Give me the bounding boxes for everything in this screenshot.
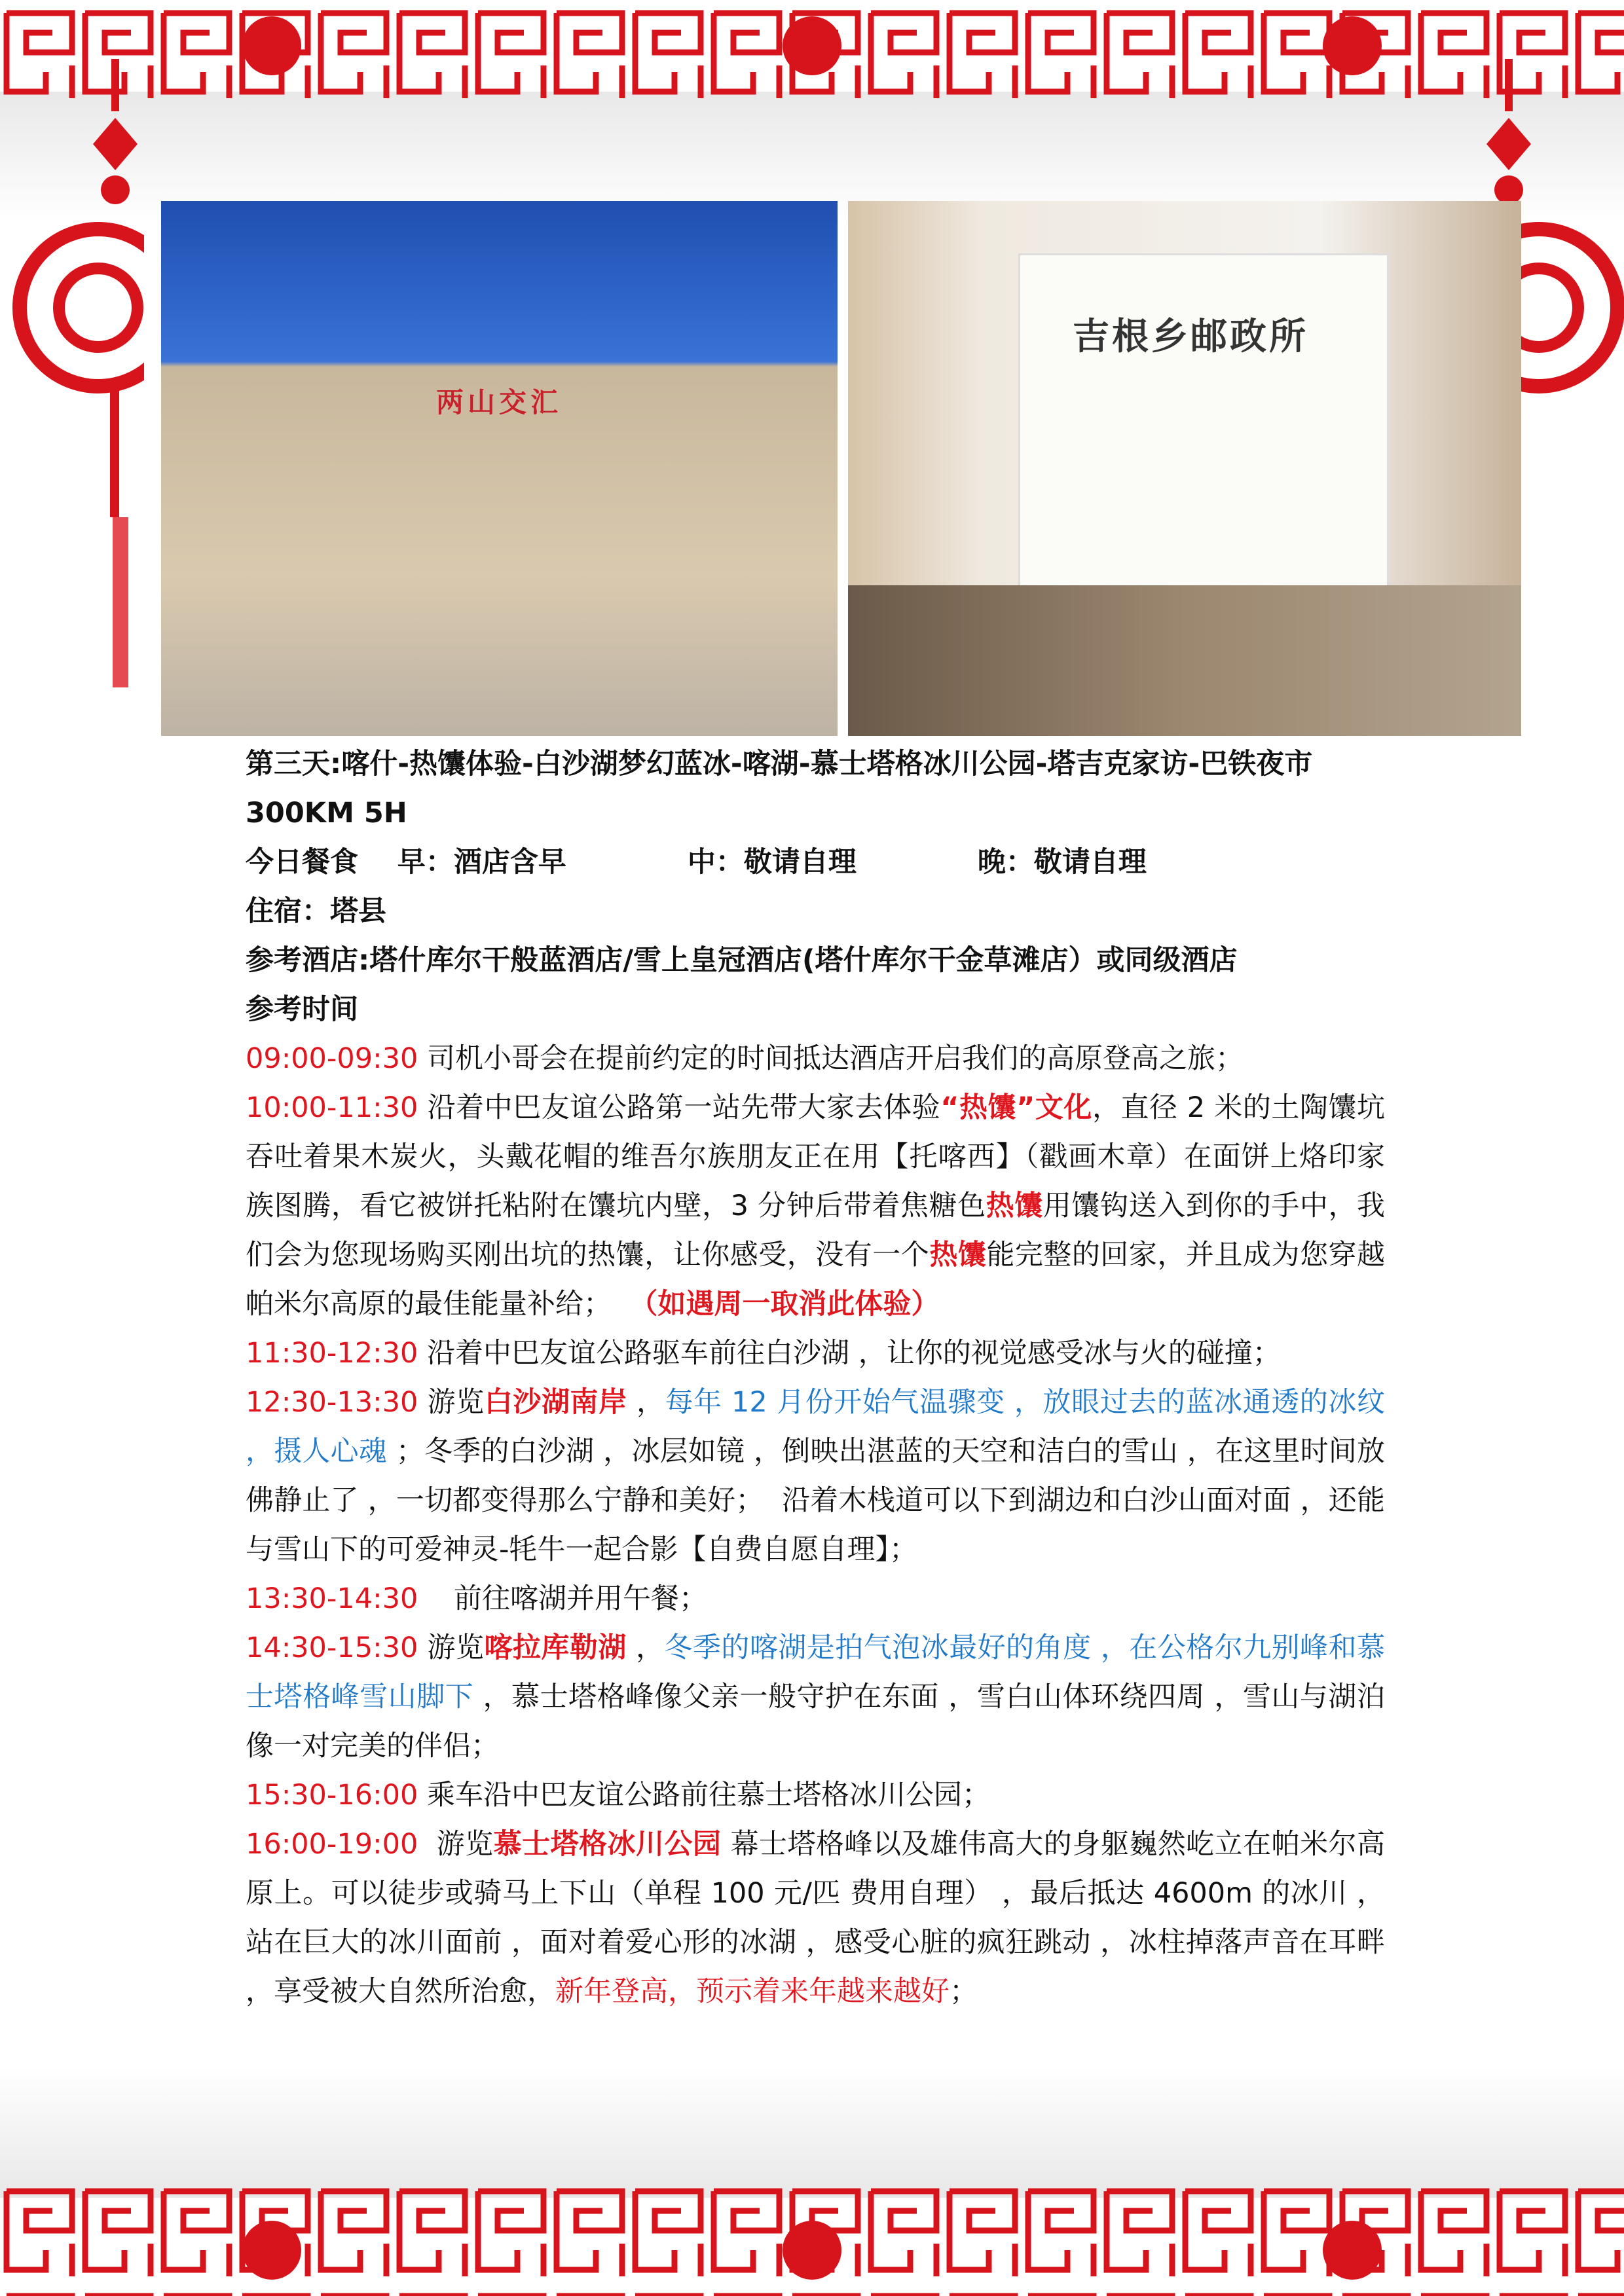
distance: 300KM 5H xyxy=(246,797,407,829)
schedule-time: 12:30-13:30 xyxy=(246,1386,418,1419)
schedule-highlight: （如遇周一取消此体验） xyxy=(629,1288,940,1321)
schedule-text: 幕士塔格峰以及雄伟高大的身躯巍然屹立在帕米尔高原上。可以徒步或骑马上下山（单程 100 元/匹 费用自理） ，最后抵达 4600m 的冰川 ，站在巨大的冰川面前 ，面对着爱心形的冰湖 ，感受心脏的疯狂跳动 ，冰柱掉落声音在耳畔 ，享受被大自然所治愈， xyxy=(246,1828,1394,2008)
inset-photo-tajik-people xyxy=(848,585,1521,736)
schedule-highlight: “热馕”文化 xyxy=(940,1091,1092,1124)
schedule-time: 10:00-11:30 xyxy=(246,1091,418,1124)
schedule-time: 16:00-19:00 xyxy=(246,1828,418,1861)
schedule-list xyxy=(246,1034,1394,2016)
photo-post-office-stamp xyxy=(848,201,1521,736)
schedule-highlight: 喀拉库勒湖 xyxy=(484,1631,627,1664)
schedule-text: ，直径 2 米的土陶馕坑吞吐着果木炭火，头戴花帽的维吾尔族朋友正在用【托喀西】（戳画木章）在面饼上烙印家族图腾，看它被饼托粘附在馕坑内壁，3 分钟后带着焦糖色 xyxy=(246,1091,1385,1222)
schedule-item xyxy=(246,1084,1385,1329)
dinner: 晚：敬请自理 xyxy=(977,846,1147,879)
schedule-text: ， xyxy=(626,1631,665,1664)
schedule-item xyxy=(246,1820,1394,2016)
schedule-item xyxy=(246,1329,1385,1378)
schedule-time: 09:00-09:30 xyxy=(246,1042,418,1075)
schedule-text: 游览 xyxy=(418,1631,485,1664)
schedule-text: ； xyxy=(950,1975,978,2008)
schedule-highlight: 新年登高，预示着来年越来越好 xyxy=(555,1975,950,2008)
schedule-highlight: 冬季的喀湖是拍气泡冰最好的角度 ，在公格尔九别峰和慕士塔格峰雪山脚下 xyxy=(246,1631,1385,1713)
accommodation: 住宿：塔县 xyxy=(246,895,386,928)
schedule-highlight: 白沙湖南岸 xyxy=(484,1386,627,1419)
schedule-text: ， xyxy=(627,1386,665,1419)
schedule-text: ；冬季的白沙湖 ，冰层如镜 ，倒映出湛蓝的天空和洁白的雪山 ，在这里时间放佛静止了 ，一切都变得那么宁静和美好； 沿着木栈道可以下到湖边和白沙山面对面 ，还能与雪山下的可爱神灵-牦牛一起合影【自费自愿自理】； xyxy=(246,1435,1385,1566)
schedule-text: ，慕士塔格峰像父亲一般守护在东面 ，雪白山体环绕四周 ，雪山与湖泊像一对完美的伴侣； xyxy=(246,1681,1385,1762)
bottom-fret-border xyxy=(0,2178,1624,2296)
schedule-text: 司机小哥会在提前约定的时间抵达酒店开启我们的高原登高之旅； xyxy=(418,1042,1244,1075)
chinese-knot-left xyxy=(0,59,144,687)
schedule-text: 游览 xyxy=(418,1386,485,1419)
reference-time-label: 参考时间 xyxy=(246,993,358,1026)
schedule-time: 14:30-15:30 xyxy=(246,1631,418,1664)
reference-hotel: 参考酒店:塔什库尔干般蓝酒店/雪上皇冠酒店(塔什库尔干金草滩店）或同级酒店 xyxy=(246,944,1238,977)
schedule-item xyxy=(246,1575,1385,1624)
meals-label: 今日餐食 xyxy=(246,846,358,879)
schedule-text: 游览 xyxy=(418,1828,494,1861)
schedule-text: 沿着中巴友谊公路驱车前往白沙湖 ，让你的视觉感受冰与火的碰撞； xyxy=(418,1337,1281,1370)
schedule-time: 11:30-12:30 xyxy=(246,1337,418,1370)
schedule-time: 15:30-16:00 xyxy=(246,1779,418,1812)
schedule-highlight: 慕士塔格冰川公园 xyxy=(493,1828,722,1861)
schedule-highlight: 热馕 xyxy=(986,1190,1043,1222)
schedule-item xyxy=(246,1771,1385,1820)
top-fret-border xyxy=(0,0,1624,118)
schedule-highlight: 每年 12 月份开始气温骤变 ，放眼过去的蓝冰通透的冰纹 ，摄人心魂 xyxy=(246,1386,1394,1468)
monument-sign: 两山交汇 xyxy=(436,386,563,418)
meals xyxy=(246,838,1385,887)
breakfast: 早：酒店含早 xyxy=(397,846,566,879)
day-title: 第三天:喀什-热馕体验-白沙湖梦幻蓝冰-喀湖-慕士塔格冰川公园-塔吉克家访-巴铁夜市 xyxy=(246,748,1313,780)
schedule-highlight: 热馕 xyxy=(929,1239,987,1271)
schedule-text: 沿着中巴友谊公路第一站先带大家去体验 xyxy=(418,1091,941,1124)
schedule-item xyxy=(246,1034,1385,1084)
schedule-text: 乘车沿中巴友谊公路前往慕士塔格冰川公园； xyxy=(418,1779,991,1812)
schedule-item xyxy=(246,1624,1385,1771)
schedule-text: 能完整的回家，并且成为您穿越帕米尔高原的最佳能量补给； xyxy=(246,1239,1386,1321)
schedule-text: 用馕钩送入到你的手中，我们会为您现场购买刚出坑的热馕，让你感受，没有一个 xyxy=(246,1190,1386,1271)
photo-group-at-monument xyxy=(161,201,838,736)
lunch: 中：敬请自理 xyxy=(687,846,857,879)
schedule-item xyxy=(246,1378,1394,1575)
schedule-time: 13:30-14:30 xyxy=(246,1582,418,1615)
itinerary-content xyxy=(246,740,1394,2016)
schedule-text: 前往喀湖并用午餐； xyxy=(418,1582,708,1615)
post-office-sign-text: 吉根乡邮政所 xyxy=(1073,316,1308,358)
